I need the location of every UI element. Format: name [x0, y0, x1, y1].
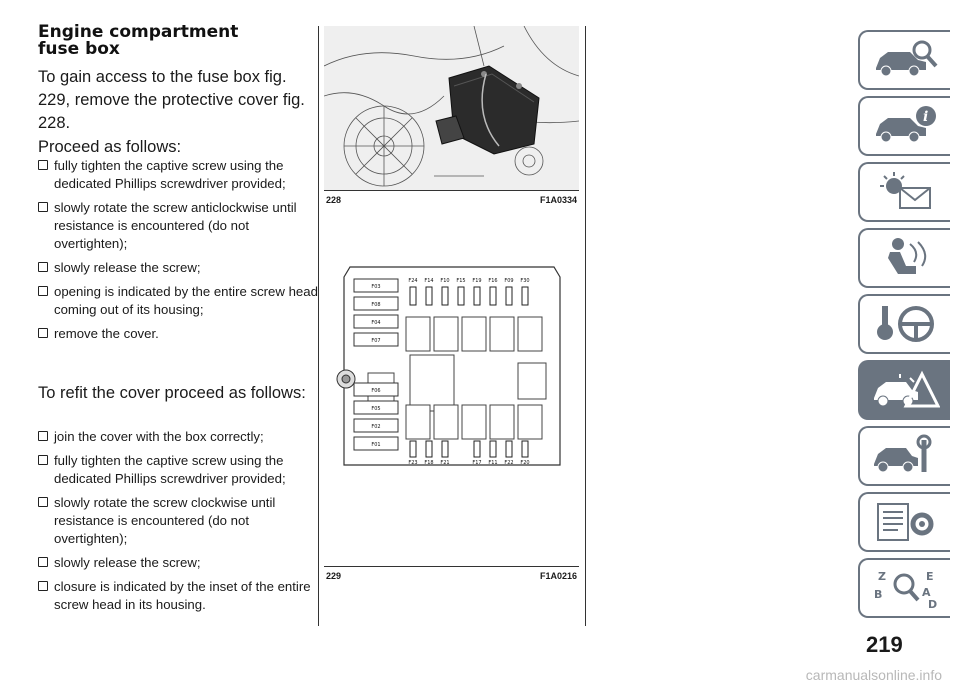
checkbox-bullet-icon [38, 497, 48, 507]
figure-229-fuse-diagram [324, 255, 579, 485]
list-item: closure is indicated by the inset of the entire screw head in its housing. [38, 578, 318, 614]
svg-text:i: i [923, 109, 929, 125]
remove-steps-list [38, 157, 318, 349]
svg-text:D: D [928, 598, 938, 610]
tab-warning-lights[interactable] [858, 162, 950, 222]
list-item: slowly release the screw; [38, 259, 318, 277]
checkbox-bullet-icon [38, 286, 48, 296]
figure-number: 229 [326, 571, 342, 581]
fuse-slot [410, 441, 416, 457]
proceed-label: Proceed as follows: [38, 138, 182, 156]
fuse-slot [522, 441, 528, 457]
fuse-slot [426, 441, 432, 457]
list-item: fully tighten the captive screw using the dedicated Phillips screwdriver provided; [38, 452, 318, 488]
refit-label: To refit the cover proceed as follows: [38, 384, 306, 402]
fuse-slot [442, 441, 448, 457]
car-wrench-icon [870, 434, 940, 478]
refit-steps-list [38, 428, 318, 620]
fuse-label: F16 [488, 278, 498, 284]
checkbox-bullet-icon [38, 431, 48, 441]
figure-228-illustration [324, 26, 579, 190]
engine-illustration [324, 26, 579, 190]
checkbox-bullet-icon [38, 455, 48, 465]
fuse-label: F03 [371, 284, 381, 290]
tab-car-info[interactable] [858, 96, 950, 156]
fuse-label: F08 [371, 302, 381, 308]
fuse-slot [506, 287, 512, 305]
svg-text:E: E [926, 570, 934, 583]
checkbox-bullet-icon [38, 202, 48, 212]
fuse-label: F05 [371, 406, 381, 412]
checkbox-bullet-icon [38, 328, 48, 338]
column-divider [585, 26, 586, 626]
checkbox-bullet-icon [38, 581, 48, 591]
specs-gear-icon [870, 500, 940, 544]
list-item: remove the cover. [38, 325, 318, 343]
list-item: join the cover with the box correctly; [38, 428, 318, 446]
car-info-icon [870, 104, 940, 148]
watermark: carmanualsonline.info [805, 667, 942, 683]
figure-number: 228 [326, 195, 342, 205]
fuse-slot [506, 441, 512, 457]
list-item: slowly rotate the screw clockwise until resistance is encountered (do not overtighten); [38, 494, 318, 548]
checkbox-bullet-icon [38, 557, 48, 567]
tab-safety[interactable] [858, 228, 950, 288]
checkbox-bullet-icon [38, 160, 48, 170]
fuse-label: F18 [424, 460, 434, 466]
fuse-slot [490, 441, 496, 457]
key-steering-wheel-icon [870, 302, 940, 346]
fuse-label: F04 [371, 320, 381, 326]
fuse-label: F19 [472, 278, 482, 284]
fuse-label: F09 [504, 278, 514, 284]
seat-airbag-icon [870, 236, 940, 280]
figure-229-caption [324, 566, 579, 581]
fuse-label: F17 [472, 460, 482, 466]
fuse-label: F14 [424, 278, 434, 284]
fuse-label: F11 [488, 460, 498, 466]
figure-228-caption [324, 190, 579, 205]
intro-text: To gain access to the fuse box fig. 229, remove the protective cover fig. 228. [38, 68, 305, 132]
list-item: opening is indicated by the entire screw head coming out of its housing; [38, 283, 318, 319]
tab-emergency[interactable] [858, 360, 950, 420]
svg-text:B: B [874, 588, 883, 601]
fuse-label: F23 [408, 460, 418, 466]
figure-code: F1A0216 [539, 571, 577, 581]
fuse-label: F20 [520, 460, 530, 466]
fuse-slot [474, 287, 480, 305]
figure-code: F1A0334 [539, 195, 577, 205]
list-item: slowly release the screw; [38, 554, 318, 572]
fuse-label: F24 [408, 278, 418, 284]
fuse-slot [442, 287, 448, 305]
fuse-slot [410, 287, 416, 305]
fuse-label: F02 [371, 424, 381, 430]
list-item: slowly rotate the screw anticlockwise until resistance is encountered (do not overtighten); [38, 199, 318, 253]
svg-text:A: A [922, 586, 931, 599]
list-item: fully tighten the captive screw using the dedicated Phillips screwdriver provided; [38, 157, 318, 193]
fuse-slot [490, 287, 496, 305]
fuse-label: F22 [504, 460, 514, 466]
fuse-slot [458, 287, 464, 305]
fuse-slot [474, 441, 480, 457]
fuse-label: F21 [440, 460, 450, 466]
tab-starting-driving[interactable] [858, 294, 950, 354]
svg-text:Z: Z [878, 570, 886, 583]
warning-light-message-icon [870, 170, 940, 214]
index-search-icon [870, 566, 940, 610]
fuse-label: F01 [371, 442, 381, 448]
tab-index[interactable] [858, 558, 950, 618]
fuse-label: F06 [371, 388, 381, 394]
tab-technical-data[interactable] [858, 492, 950, 552]
car-search-icon [870, 38, 940, 82]
fuse-label: F07 [371, 338, 381, 344]
page-number: 219 [866, 632, 903, 657]
fuse-label: F10 [440, 278, 450, 284]
heading-line-1: Engine compartment [38, 22, 239, 42]
tab-car-search[interactable] [858, 30, 950, 90]
fuse-label: F15 [456, 278, 466, 284]
heading-line-2: fuse box [38, 39, 120, 59]
fuse-box-diagram [324, 255, 579, 485]
fuse-slot [522, 287, 528, 305]
fuse-label: F30 [520, 278, 530, 284]
column-divider [318, 26, 319, 626]
car-emergency-icon [870, 368, 940, 412]
section-heading [38, 24, 308, 58]
tab-maintenance[interactable] [858, 426, 950, 486]
checkbox-bullet-icon [38, 262, 48, 272]
fuse-slot [426, 287, 432, 305]
